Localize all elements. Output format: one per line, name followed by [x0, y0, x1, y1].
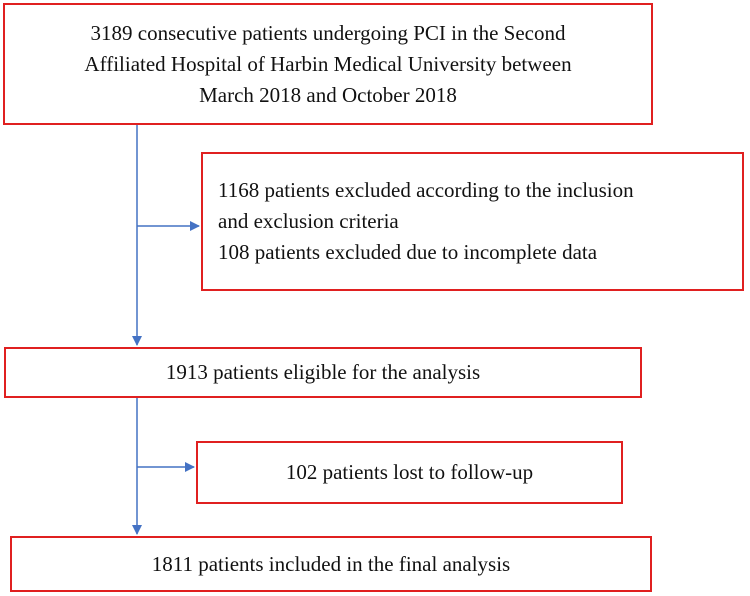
excluded-line-3: 108 patients excluded due to incomplete data [218, 240, 598, 264]
initial-cohort-line-3: March 2018 and October 2018 [199, 82, 457, 107]
final-text: 1811 patients included in the final analysis [151, 551, 511, 576]
eligible-text: 1913 patients eligible for the analysis [165, 360, 481, 384]
box-excluded-patients [201, 152, 744, 291]
box-initial-cohort [3, 3, 653, 125]
excluded-line-1: 1168 patients excluded according to the inclusion [218, 178, 634, 202]
initial-cohort-line-1: 3189 consecutive patients undergoing PCI in the Second [90, 20, 566, 45]
excluded-line-2: and exclusion criteria [218, 209, 399, 233]
box-final-analysis [10, 536, 652, 592]
lost-text: 102 patients lost to follow-up [285, 460, 534, 484]
box-eligible-patients [4, 347, 642, 398]
initial-cohort-line-2: Affiliated Hospital of Harbin Medical University between [84, 51, 572, 76]
box-lost-to-follow-up [196, 441, 623, 504]
